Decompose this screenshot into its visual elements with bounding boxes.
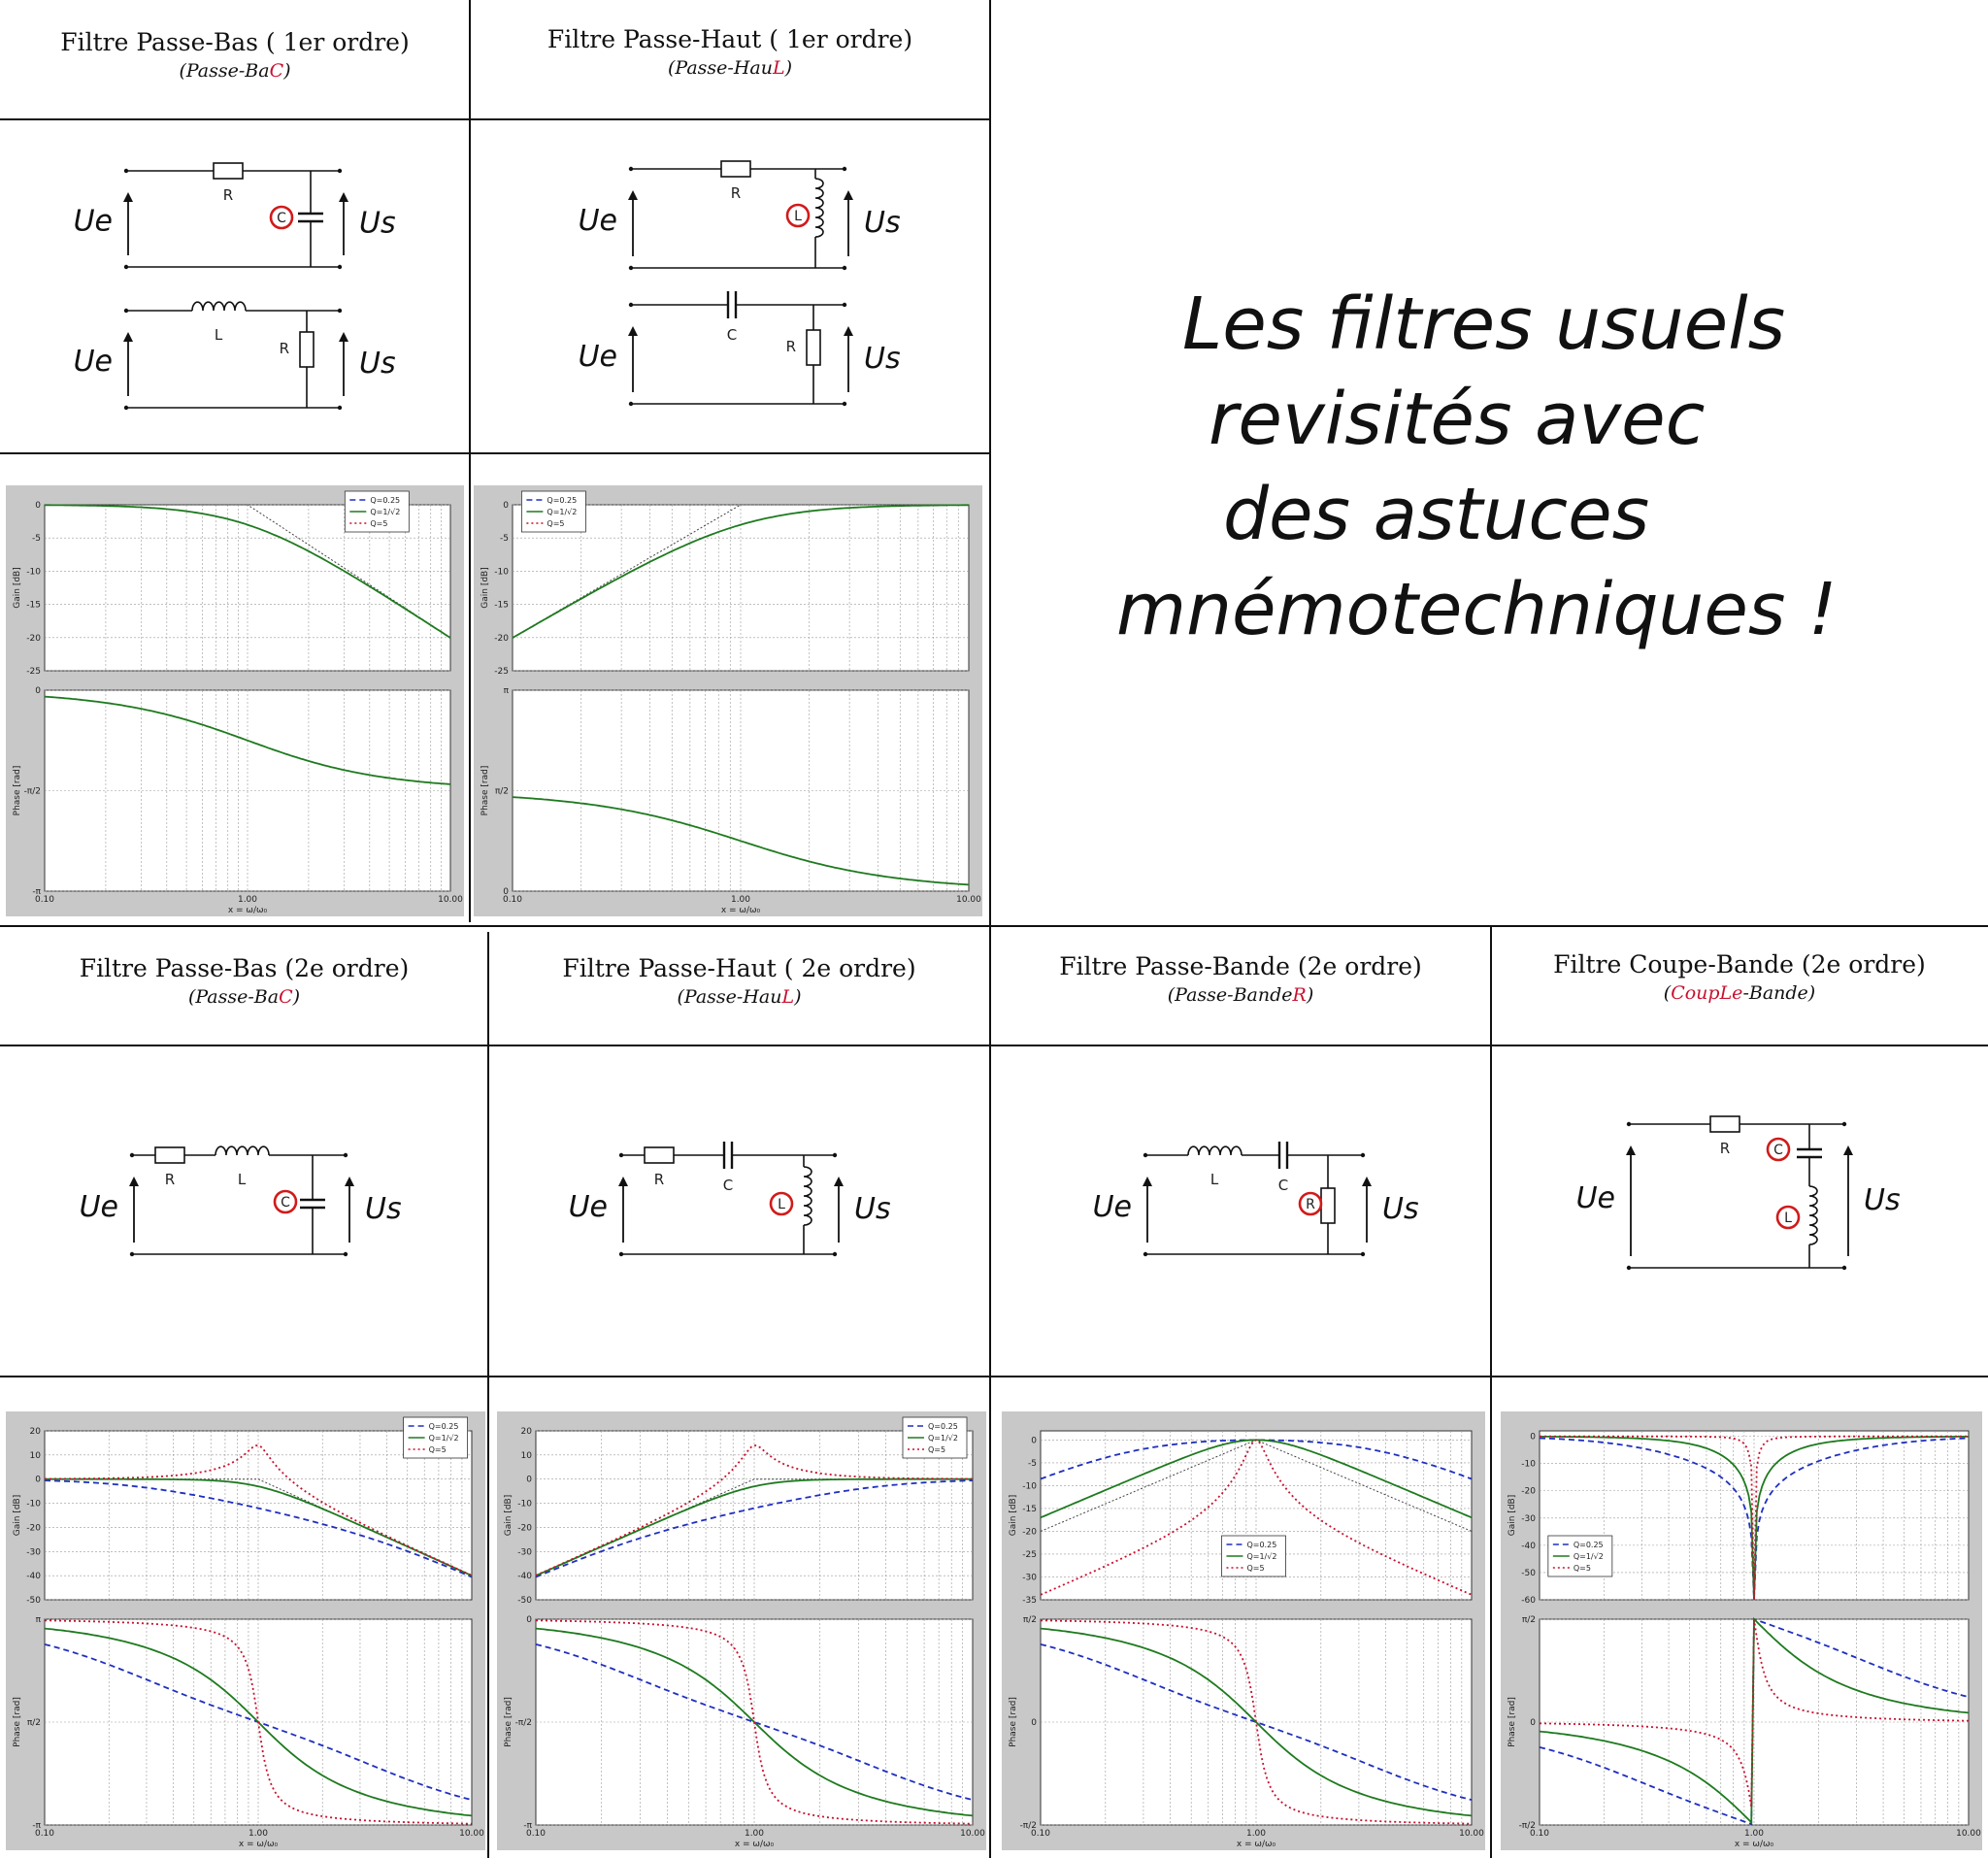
component-label: L: [794, 209, 802, 224]
y-tick-label: -40: [1521, 1541, 1536, 1551]
legend-label: Q=0.25: [428, 1422, 459, 1431]
y-tick-label: -30: [1521, 1513, 1536, 1524]
y-tick-label: -10: [26, 1499, 41, 1510]
x-tick-label: 0.10: [502, 895, 523, 905]
voltage-arrow-head: [123, 192, 133, 202]
y-tick-label: -10: [494, 567, 509, 578]
x-axis-label: x = ω/ω₀: [1734, 1840, 1774, 1849]
axis-label: Gain [dB]: [1009, 1494, 1018, 1537]
y-tick-label: -25: [1022, 1549, 1037, 1560]
component-label: C: [277, 211, 286, 226]
x-tick-label: 0.10: [525, 1829, 547, 1839]
legend-label: Q=0.25: [370, 496, 401, 505]
y-tick-label: -30: [1022, 1573, 1037, 1583]
voltage-label: Ue: [73, 204, 113, 239]
y-tick-label: -10: [26, 567, 41, 578]
mnemonic: (CoupLe-Bande): [1663, 982, 1816, 1004]
headline-line: des astuces: [1223, 473, 1650, 556]
y-tick-label: π/2: [1022, 1615, 1037, 1625]
y-tick-label: -π/2: [23, 786, 41, 797]
y-tick-label: -30: [26, 1547, 41, 1558]
component-label: L: [1209, 1171, 1219, 1188]
legend-label: Q=5: [370, 519, 388, 528]
legend-label: Q=0.25: [547, 496, 578, 505]
terminal-dot: [338, 406, 342, 410]
y-tick-label: 0: [35, 1475, 41, 1485]
terminal-dot: [843, 266, 846, 270]
legend-label: Q=1/√2: [928, 1434, 958, 1443]
component-label: L: [778, 1197, 785, 1212]
y-tick-label: -π/2: [1019, 1821, 1037, 1831]
y-tick-label: 20: [29, 1427, 41, 1437]
mnemonic: (Passe-BaC): [187, 986, 301, 1008]
component-label: L: [214, 326, 223, 344]
y-tick-label: π: [35, 1615, 41, 1625]
x-tick-label: 10.00: [1956, 1829, 1981, 1839]
voltage-label: Us: [1864, 1183, 1901, 1217]
inductor-symbol: [804, 1167, 812, 1225]
terminal-dot: [130, 1153, 134, 1157]
component-label: R: [222, 186, 234, 204]
voltage-label: Ue: [1092, 1190, 1132, 1224]
component-label: C: [726, 326, 738, 344]
resistor-symbol: [1321, 1188, 1335, 1223]
voltage-label: Ue: [1575, 1181, 1615, 1215]
component-label: C: [722, 1177, 734, 1194]
component-label: C: [281, 1195, 290, 1211]
y-tick-label: -20: [1521, 1486, 1536, 1497]
terminal-dot: [1143, 1153, 1147, 1157]
header-f5: [1491, 949, 1988, 1006]
header-f0: [0, 27, 470, 83]
voltage-arrow-head: [1843, 1145, 1853, 1155]
component-label: R: [1719, 1140, 1731, 1157]
circuit-f3: [544, 1107, 951, 1281]
headline-line: Les filtres usuels: [1182, 282, 1786, 366]
voltage-arrow-head: [339, 332, 348, 342]
mnemonic: (Passe-BaC): [179, 60, 291, 82]
headline-line: mnémotechniques !: [1116, 568, 1838, 651]
legend-label: Q=1/√2: [428, 1434, 459, 1443]
voltage-label: Ue: [578, 340, 617, 374]
y-tick-label: -15: [1022, 1504, 1037, 1514]
x-tick-label: 0.10: [34, 1829, 55, 1839]
axis-label: Gain [dB]: [480, 567, 490, 609]
x-tick-label: 0.10: [34, 895, 55, 905]
resistor-symbol: [807, 330, 820, 365]
terminal-dot: [130, 1252, 134, 1256]
y-tick-label: -40: [517, 1572, 532, 1582]
header-f2: [0, 953, 488, 1010]
y-tick-label: -5: [500, 534, 509, 545]
voltage-label: Us: [1382, 1192, 1419, 1226]
voltage-arrow-head: [129, 1177, 139, 1186]
filter-title: Filtre Passe-Bande (2e ordre): [1059, 952, 1422, 980]
voltage-arrow-head: [618, 1177, 628, 1186]
y-tick-label: -60: [1521, 1596, 1536, 1606]
y-tick-label: -π/2: [1518, 1821, 1536, 1831]
component-label: R: [653, 1171, 665, 1188]
legend-label: Q=5: [928, 1445, 946, 1454]
terminal-dot: [843, 167, 846, 171]
component-label: R: [279, 340, 289, 357]
component-label: L: [1784, 1211, 1792, 1226]
y-tick-label: -10: [1521, 1459, 1536, 1470]
circuit-f1-rl: [563, 146, 951, 282]
bode-plot-f1: [474, 485, 982, 916]
terminal-dot: [833, 1153, 837, 1157]
terminal-dot: [629, 266, 633, 270]
x-tick-label: 1.00: [237, 895, 258, 905]
axis-label: Phase [rad]: [13, 765, 22, 816]
x-tick-label: 1.00: [1245, 1829, 1267, 1839]
terminal-dot: [124, 406, 128, 410]
circuit-f0-rc: [58, 146, 447, 282]
y-tick-label: -20: [26, 633, 41, 644]
terminal-dot: [344, 1252, 348, 1256]
inductor-symbol: [815, 179, 823, 237]
component-label: R: [164, 1171, 176, 1188]
y-tick-label: -35: [1022, 1596, 1037, 1606]
terminal-dot: [1361, 1153, 1365, 1157]
headline-line: revisités avec: [1209, 378, 1706, 461]
terminal-dot: [1842, 1266, 1846, 1270]
bode-plot-f5: [1501, 1411, 1982, 1850]
x-tick-label: 10.00: [459, 1829, 484, 1839]
legend-label: Q=5: [1573, 1564, 1591, 1573]
y-tick-label: 0: [35, 501, 41, 511]
circuit-f5: [1563, 1097, 1971, 1291]
terminal-dot: [338, 169, 342, 173]
voltage-label: Us: [359, 347, 396, 381]
resistor-symbol: [155, 1147, 184, 1163]
voltage-arrow-head: [844, 190, 853, 200]
axis-label: Phase [rad]: [13, 1697, 22, 1747]
voltage-arrow-head: [628, 190, 638, 200]
terminal-dot: [1627, 1266, 1631, 1270]
voltage-label: Us: [359, 206, 396, 241]
resistor-symbol: [300, 332, 314, 367]
voltage-arrow-head: [339, 192, 348, 202]
y-tick-label: π/2: [1521, 1615, 1536, 1625]
y-tick-label: 0: [1530, 1718, 1536, 1728]
bode-plot-f2: [6, 1411, 485, 1850]
y-tick-label: 0: [1031, 1436, 1037, 1446]
terminal-dot: [843, 402, 846, 406]
filter-title: Filtre Passe-Bas (2e ordre): [79, 954, 410, 982]
x-axis-label: x = ω/ω₀: [238, 1840, 279, 1849]
y-tick-label: -25: [494, 667, 509, 677]
legend-label: Q=1/√2: [1246, 1552, 1277, 1561]
voltage-label: Ue: [73, 345, 113, 379]
header-f1: [470, 24, 990, 81]
axis-label: Phase [rad]: [504, 1697, 514, 1747]
axis-label: Gain [dB]: [13, 567, 22, 609]
terminal-dot: [1842, 1122, 1846, 1126]
y-tick-label: -25: [26, 667, 41, 677]
y-tick-label: 0: [503, 887, 509, 897]
bode-plot-f3: [497, 1411, 986, 1850]
x-axis-label: x = ω/ω₀: [720, 906, 761, 915]
terminal-dot: [338, 309, 342, 313]
terminal-dot: [338, 265, 342, 269]
voltage-label: Ue: [568, 1190, 608, 1224]
terminal-dot: [124, 309, 128, 313]
voltage-arrow-head: [1626, 1145, 1636, 1155]
mnemonic: (Passe-BandeR): [1167, 984, 1314, 1006]
terminal-dot: [629, 402, 633, 406]
circuit-f1-cr: [563, 282, 951, 427]
x-tick-label: 1.00: [744, 1829, 765, 1839]
resistor-symbol: [1710, 1116, 1740, 1132]
y-tick-label: -10: [517, 1499, 532, 1510]
x-tick-label: 10.00: [960, 1829, 985, 1839]
terminal-dot: [344, 1153, 348, 1157]
y-tick-label: -π/2: [514, 1718, 532, 1728]
y-tick-label: -π: [32, 887, 41, 897]
y-tick-label: -15: [494, 600, 509, 611]
terminal-dot: [629, 167, 633, 171]
x-tick-label: 1.00: [248, 1829, 269, 1839]
legend-label: Q=0.25: [1246, 1541, 1277, 1549]
axis-label: Phase [rad]: [480, 765, 490, 816]
y-tick-label: π: [503, 686, 509, 696]
y-tick-label: 0: [1530, 1432, 1536, 1443]
y-tick-label: -π: [32, 1821, 41, 1831]
y-tick-label: 10: [520, 1450, 532, 1461]
voltage-label: Us: [365, 1192, 402, 1226]
voltage-arrow-head: [844, 326, 853, 336]
legend-label: Q=1/√2: [547, 508, 578, 516]
x-tick-label: 0.10: [1030, 1829, 1051, 1839]
y-tick-label: 0: [1031, 1718, 1037, 1728]
terminal-dot: [1627, 1122, 1631, 1126]
y-tick-label: 0: [526, 1475, 532, 1485]
x-tick-label: 10.00: [956, 895, 981, 905]
voltage-arrow-head: [628, 326, 638, 336]
voltage-label: Us: [864, 342, 901, 376]
axes-frame: [513, 690, 969, 891]
filter-title: Filtre Passe-Bas ( 1er ordre): [60, 28, 410, 56]
terminal-dot: [843, 303, 846, 307]
terminal-dot: [124, 169, 128, 173]
terminal-dot: [629, 303, 633, 307]
terminal-dot: [124, 265, 128, 269]
inductor-symbol: [1188, 1146, 1242, 1155]
inductor-symbol: [192, 302, 246, 311]
y-tick-label: 0: [503, 501, 509, 511]
circuit-f0-lr: [58, 282, 447, 427]
terminal-dot: [1361, 1252, 1365, 1256]
terminal-dot: [1143, 1252, 1147, 1256]
y-tick-label: -10: [1022, 1481, 1037, 1492]
resistor-symbol: [214, 163, 243, 179]
inductor-symbol: [1809, 1186, 1817, 1244]
legend-label: Q=5: [1246, 1564, 1265, 1573]
resistor-symbol: [721, 161, 750, 177]
voltage-arrow-head: [1362, 1177, 1372, 1186]
y-tick-label: -20: [517, 1523, 532, 1534]
terminal-dot: [619, 1252, 623, 1256]
inductor-symbol: [215, 1146, 269, 1155]
x-tick-label: 1.00: [1743, 1829, 1765, 1839]
y-tick-label: 20: [520, 1427, 532, 1437]
axis-label: Gain [dB]: [1508, 1494, 1517, 1537]
bode-plot-f4: [1002, 1411, 1485, 1850]
y-tick-label: 0: [526, 1615, 532, 1625]
voltage-label: Ue: [79, 1190, 118, 1224]
voltage-label: Us: [854, 1192, 891, 1226]
header-f4: [990, 951, 1491, 1008]
y-tick-label: -50: [26, 1596, 41, 1606]
component-label: R: [1306, 1197, 1315, 1212]
axis-label: Phase [rad]: [1009, 1697, 1018, 1747]
component-label: R: [730, 184, 742, 202]
y-tick-label: -15: [26, 600, 41, 611]
terminal-dot: [619, 1153, 623, 1157]
header-f3: [488, 953, 990, 1010]
y-tick-label: -5: [1028, 1458, 1037, 1469]
x-axis-label: x = ω/ω₀: [227, 906, 268, 915]
x-axis-label: x = ω/ω₀: [734, 1840, 775, 1849]
component-label: L: [237, 1171, 247, 1188]
y-tick-label: π/2: [26, 1718, 41, 1728]
x-tick-label: 10.00: [1459, 1829, 1484, 1839]
voltage-arrow-head: [834, 1177, 844, 1186]
x-axis-label: x = ω/ω₀: [1236, 1840, 1276, 1849]
y-tick-label: -5: [32, 534, 41, 545]
legend-label: Q=1/√2: [370, 508, 401, 516]
axis-label: Gain [dB]: [13, 1494, 22, 1537]
component-label: C: [1773, 1143, 1783, 1158]
resistor-symbol: [645, 1147, 674, 1163]
y-tick-label: -50: [517, 1596, 532, 1606]
axis-label: Phase [rad]: [1508, 1697, 1517, 1747]
legend-label: Q=0.25: [1573, 1541, 1604, 1549]
y-tick-label: 10: [29, 1450, 41, 1461]
y-tick-label: -20: [1022, 1527, 1037, 1538]
legend-label: Q=1/√2: [1573, 1552, 1604, 1561]
terminal-dot: [833, 1252, 837, 1256]
x-tick-label: 1.00: [730, 895, 751, 905]
y-tick-label: -30: [517, 1547, 532, 1558]
wire: [126, 171, 340, 267]
y-tick-label: -π: [523, 1821, 532, 1831]
filter-title: Filtre Passe-Haut ( 1er ordre): [547, 25, 913, 53]
headline: [1068, 277, 1893, 657]
legend-label: Q=5: [547, 519, 565, 528]
mnemonic: (Passe-HauL): [667, 57, 793, 79]
legend-label: Q=0.25: [928, 1422, 958, 1431]
bode-plot-f0: [6, 485, 464, 916]
voltage-label: Ue: [578, 204, 617, 238]
circuit-f2: [58, 1107, 466, 1281]
voltage-arrow-head: [345, 1177, 354, 1186]
voltage-arrow-head: [123, 332, 133, 342]
voltage-label: Us: [864, 206, 901, 240]
component-label: R: [785, 338, 796, 355]
x-tick-label: 10.00: [438, 895, 463, 905]
y-tick-label: -20: [494, 633, 509, 644]
voltage-arrow-head: [1143, 1177, 1152, 1186]
x-tick-label: 0.10: [1529, 1829, 1550, 1839]
filter-title: Filtre Coupe-Bande (2e ordre): [1553, 950, 1926, 979]
legend-label: Q=5: [428, 1445, 447, 1454]
component-label: C: [1277, 1177, 1289, 1194]
y-tick-label: -50: [1521, 1568, 1536, 1578]
y-tick-label: π/2: [494, 786, 509, 797]
mnemonic: (Passe-HauL): [677, 986, 802, 1008]
y-tick-label: -20: [26, 1523, 41, 1534]
y-tick-label: 0: [35, 686, 41, 696]
circuit-f4: [1068, 1107, 1475, 1281]
filter-title: Filtre Passe-Haut ( 2e ordre): [562, 954, 916, 982]
axis-label: Gain [dB]: [504, 1494, 514, 1537]
y-tick-label: -40: [26, 1572, 41, 1582]
